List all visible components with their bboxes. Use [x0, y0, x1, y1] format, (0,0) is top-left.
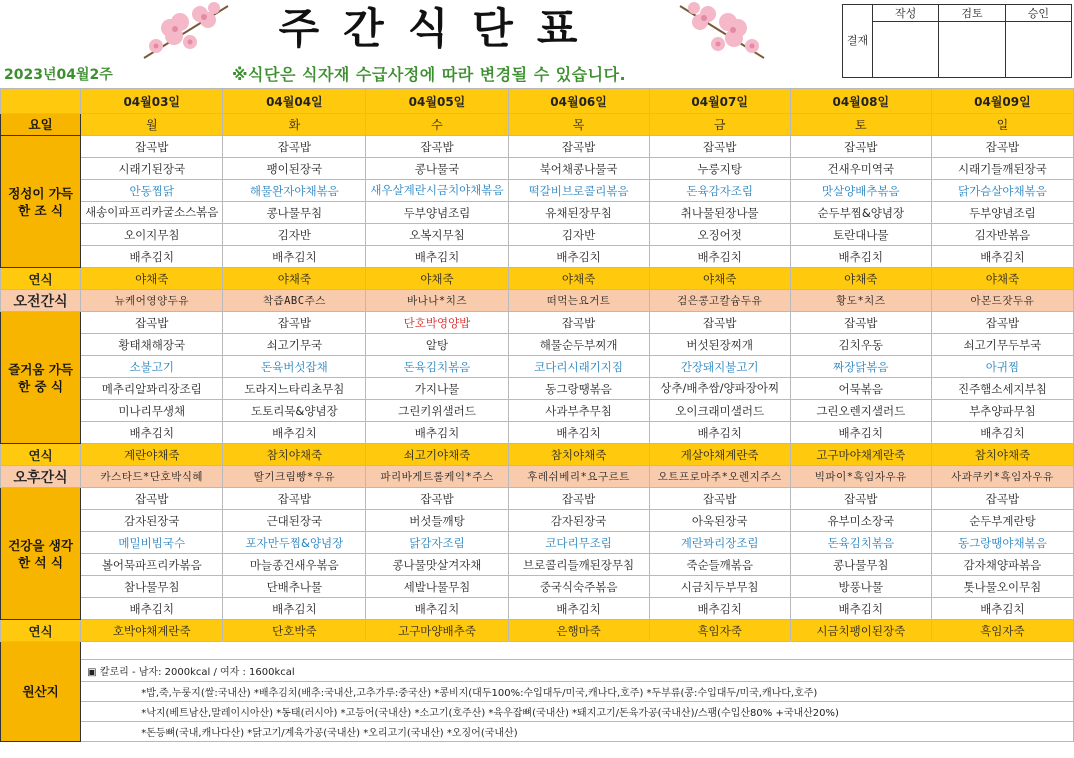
- origin-label: 원산지: [1, 642, 81, 742]
- date-cell: 04월03일: [81, 89, 223, 114]
- weekday-cell: 금: [649, 114, 790, 136]
- approval-sign-write[interactable]: [873, 22, 939, 78]
- lunch-row: [1, 378, 1074, 400]
- snack-cell: 빅파이*흑임자우유: [790, 466, 931, 488]
- dinner-dish: 근대된장국: [223, 510, 366, 532]
- origin-row: [1, 642, 1074, 660]
- dinner-porridge-row: [1, 620, 1074, 642]
- dinner-dish: 콩나물무침: [790, 554, 931, 576]
- lunch-dish: 사과부추무침: [508, 400, 649, 422]
- dinner-dish: 포자만두찜&양념장: [223, 532, 366, 554]
- lunch-row: [1, 400, 1074, 422]
- origin-line: *낙지(베트남산,말레이시아산) *동태(러시아) *고등어(국내산) *소고기(호주산) *육우잡뼈(국내산) *돼지고기/돈육가공(국내산)/스팸(수입산80% +국내산20%): [81, 702, 1074, 722]
- lunch-dish: 부추양파무침: [931, 400, 1073, 422]
- lunch-dish: 메추리알꽈리장조림: [81, 378, 223, 400]
- lunch-dish: 잡곡밥: [790, 312, 931, 334]
- porridge-cell: 야채죽: [366, 268, 508, 290]
- lunch-dish: 배추김치: [508, 422, 649, 444]
- dinner-dish: 순두부계란탕: [931, 510, 1073, 532]
- porridge-cell: 시금치팽이된장죽: [790, 620, 931, 642]
- breakfast-dish: 오복지무침: [366, 224, 508, 246]
- lunch-dish: 버섯된장찌개: [649, 334, 790, 356]
- approval-sign-approve[interactable]: [1005, 22, 1071, 78]
- dinner-dish: 참나물무침: [81, 576, 223, 598]
- dinner-label: 건강을 생각한 석 식: [1, 488, 81, 620]
- lunch-dish: 쇠고기무두부국: [931, 334, 1073, 356]
- lunch-dish: 알탕: [366, 334, 508, 356]
- breakfast-porridge-label: 연식: [1, 268, 81, 290]
- breakfast-dish: 배추김치: [508, 246, 649, 268]
- snack-cell: 아몬드잣두유: [931, 290, 1073, 312]
- origin-line: *밥,죽,누룽지(쌀:국내산) *배추김치(배추:국내산,고추가루:중국산) *콩비지(대두100%:수입대두/미국,캐나다,호주) *두부류(콩:수입대두/미국,캐나다,호주): [81, 682, 1074, 702]
- porridge-cell: 고구마양배추죽: [366, 620, 508, 642]
- breakfast-dish: 떡갈비브로콜리볶음: [508, 180, 649, 202]
- porridge-cell: 야채죽: [790, 268, 931, 290]
- dinner-dish: 잡곡밥: [508, 488, 649, 510]
- dinner-dish: 잡곡밥: [649, 488, 790, 510]
- breakfast-dish: 잡곡밥: [366, 136, 508, 158]
- lunch-dish: 배추김치: [649, 422, 790, 444]
- dinner-row: [1, 510, 1074, 532]
- weekday-cell: 월: [81, 114, 223, 136]
- lunch-dish: 어묵볶음: [790, 378, 931, 400]
- date-cell: 04월07일: [649, 89, 790, 114]
- page-title: 주간식단표: [278, 4, 602, 53]
- dinner-dish: 아욱된장국: [649, 510, 790, 532]
- snack-cell: 뉴케어영양두유: [81, 290, 223, 312]
- porridge-cell: 흑임자죽: [931, 620, 1073, 642]
- dinner-dish: 닭감자조림: [366, 532, 508, 554]
- breakfast-row: [1, 202, 1074, 224]
- porridge-cell: 흑임자죽: [649, 620, 790, 642]
- lunch-dish: 김치우동: [790, 334, 931, 356]
- approval-box: [842, 4, 1072, 78]
- approval-col-review: 검토: [939, 5, 1005, 22]
- lunch-dish: 가지나물: [366, 378, 508, 400]
- weekday-cell: 일: [931, 114, 1073, 136]
- origin-row: [1, 722, 1074, 742]
- snack-cell: 검은콩고칼슘두유: [649, 290, 790, 312]
- lunch-dish: 상추/배추쌈/양파장아찌: [649, 378, 790, 400]
- dinner-dish: 브로콜리들깨된장무침: [508, 554, 649, 576]
- breakfast-dish: 토란대나물: [790, 224, 931, 246]
- lunch-dish: 아귀찜: [931, 356, 1073, 378]
- breakfast-dish: 두부양념조림: [366, 202, 508, 224]
- dinner-dish: 감자채양파볶음: [931, 554, 1073, 576]
- lunch-dish: 배추김치: [366, 422, 508, 444]
- snack-cell: 사과쿠키*흑임자우유: [931, 466, 1073, 488]
- menu-table: [0, 88, 1074, 742]
- dinner-dish: 배추김치: [931, 598, 1073, 620]
- lunch-dish: 잡곡밥: [649, 312, 790, 334]
- snack-cell: 바나나*치즈: [366, 290, 508, 312]
- origin-row: [1, 702, 1074, 722]
- origin-line: *돈등뼈(국내,캐나다산) *닭고기/계육가공(국내산) *오리고기(국내산) *오징어(국내산): [81, 722, 1074, 742]
- date-row: [1, 89, 1074, 114]
- breakfast-dish: 새송이파프리카굴소스볶음: [81, 202, 223, 224]
- breakfast-row: [1, 136, 1074, 158]
- porridge-cell: 단호박죽: [223, 620, 366, 642]
- dinner-dish: 방풍나물: [790, 576, 931, 598]
- breakfast-dish: 안동찜닭: [81, 180, 223, 202]
- breakfast-label: 정성이 가득한 조 식: [1, 136, 81, 268]
- weekday-cell: 목: [508, 114, 649, 136]
- snack-cell: 파리바게트롤케익*주스: [366, 466, 508, 488]
- date-cell: 04월08일: [790, 89, 931, 114]
- weekday-row: [1, 114, 1074, 136]
- lunch-dish: 단호박영양밥: [366, 312, 508, 334]
- porridge-cell: 야채죽: [931, 268, 1073, 290]
- dinner-dish: 배추김치: [81, 598, 223, 620]
- lunch-dish: 도토리묵&양념장: [223, 400, 366, 422]
- dinner-dish: 배추김치: [366, 598, 508, 620]
- weekday-cell: 수: [366, 114, 508, 136]
- lunch-dish: 배추김치: [931, 422, 1073, 444]
- date-cell: 04월09일: [931, 89, 1073, 114]
- lunch-dish: 동그랑땡볶음: [508, 378, 649, 400]
- lunch-dish: 오이크래미샐러드: [649, 400, 790, 422]
- lunch-label: 즐거움 가득한 중 식: [1, 312, 81, 444]
- breakfast-dish: 배추김치: [366, 246, 508, 268]
- lunch-porridge-label: 연식: [1, 444, 81, 466]
- breakfast-dish: 돈육감자조림: [649, 180, 790, 202]
- lunch-dish: 잡곡밥: [931, 312, 1073, 334]
- porridge-cell: 야채죽: [649, 268, 790, 290]
- breakfast-dish: 해물완자야채볶음: [223, 180, 366, 202]
- porridge-cell: 호박야채계란죽: [81, 620, 223, 642]
- lunch-dish: 잡곡밥: [508, 312, 649, 334]
- lunch-dish: 소불고기: [81, 356, 223, 378]
- dinner-dish: 볼어묵파프리카볶음: [81, 554, 223, 576]
- snack-cell: 카스타드*단호박식혜: [81, 466, 223, 488]
- breakfast-dish: 시래기들깨된장국: [931, 158, 1073, 180]
- am-snack-label: 오전간식: [1, 290, 81, 312]
- dinner-row: [1, 576, 1074, 598]
- pm-snack-label: 오후간식: [1, 466, 81, 488]
- snack-cell: 딸기크림빵*우유: [223, 466, 366, 488]
- snack-cell: 황도*치즈: [790, 290, 931, 312]
- lunch-row: [1, 356, 1074, 378]
- lunch-dish: 배추김치: [223, 422, 366, 444]
- approval-label: 결재: [843, 5, 873, 78]
- origin-spacer: [81, 642, 1074, 660]
- dinner-dish: 잡곡밥: [366, 488, 508, 510]
- breakfast-dish: 배추김치: [790, 246, 931, 268]
- breakfast-dish: 김자반볶음: [931, 224, 1073, 246]
- lunch-dish: 잡곡밥: [81, 312, 223, 334]
- weekday-label: 요일: [1, 114, 81, 136]
- breakfast-dish: 맛살양배추볶음: [790, 180, 931, 202]
- dinner-row: [1, 598, 1074, 620]
- dinner-dish: 시금치두부무침: [649, 576, 790, 598]
- dinner-dish: 버섯들깨탕: [366, 510, 508, 532]
- lunch-dish: 그린키위샐러드: [366, 400, 508, 422]
- breakfast-dish: 잡곡밥: [790, 136, 931, 158]
- approval-col-approve: 승인: [1005, 5, 1071, 22]
- dinner-dish: 톳나물오이무침: [931, 576, 1073, 598]
- dinner-dish: 마늘종건새우볶음: [223, 554, 366, 576]
- breakfast-dish: 팽이된장국: [223, 158, 366, 180]
- breakfast-dish: 잡곡밥: [649, 136, 790, 158]
- weekday-cell: 토: [790, 114, 931, 136]
- dinner-row: [1, 532, 1074, 554]
- dinner-dish: 단배추나물: [223, 576, 366, 598]
- am-snack-row: [1, 290, 1074, 312]
- lunch-dish: 돈육버섯잡채: [223, 356, 366, 378]
- breakfast-dish: 콩나물무침: [223, 202, 366, 224]
- date-cell: 04월04일: [223, 89, 366, 114]
- dinner-dish: 유부미소장국: [790, 510, 931, 532]
- dinner-dish: 배추김치: [790, 598, 931, 620]
- lunch-row: [1, 334, 1074, 356]
- breakfast-dish: 닭가슴살야채볶음: [931, 180, 1073, 202]
- breakfast-dish: 시래기된장국: [81, 158, 223, 180]
- header: [0, 0, 1074, 88]
- dinner-dish: 배추김치: [223, 598, 366, 620]
- breakfast-dish: 김자반: [223, 224, 366, 246]
- dinner-dish: 감자된장국: [81, 510, 223, 532]
- lunch-porridge-row: [1, 444, 1074, 466]
- lunch-dish: 돈육김치볶음: [366, 356, 508, 378]
- lunch-row: [1, 312, 1074, 334]
- dinner-dish: 배추김치: [508, 598, 649, 620]
- lunch-dish: 짜장닭볶음: [790, 356, 931, 378]
- dinner-dish: 잡곡밥: [81, 488, 223, 510]
- dinner-dish: 감자된장국: [508, 510, 649, 532]
- porridge-cell: 계란야채죽: [81, 444, 223, 466]
- dinner-dish: 중국식숙주볶음: [508, 576, 649, 598]
- date-cell: 04월06일: [508, 89, 649, 114]
- porridge-cell: 고구마야채계란죽: [790, 444, 931, 466]
- pm-snack-row: [1, 466, 1074, 488]
- breakfast-dish: 건새우미역국: [790, 158, 931, 180]
- breakfast-dish: 북어채콩나물국: [508, 158, 649, 180]
- dinner-dish: 코다리무조림: [508, 532, 649, 554]
- breakfast-dish: 배추김치: [81, 246, 223, 268]
- dinner-dish: 죽순들깨볶음: [649, 554, 790, 576]
- lunch-dish: 배추김치: [790, 422, 931, 444]
- breakfast-dish: 배추김치: [649, 246, 790, 268]
- porridge-cell: 게살야채계란죽: [649, 444, 790, 466]
- dinner-dish: 계란꽈리장조림: [649, 532, 790, 554]
- porridge-cell: 참치야채죽: [931, 444, 1073, 466]
- porridge-cell: 은행마죽: [508, 620, 649, 642]
- date-cell: 04월05일: [366, 89, 508, 114]
- breakfast-row: [1, 246, 1074, 268]
- breakfast-dish: 오이지무침: [81, 224, 223, 246]
- breakfast-row: [1, 158, 1074, 180]
- dinner-dish: 잡곡밥: [790, 488, 931, 510]
- dinner-dish: 콩나물맛살겨자채: [366, 554, 508, 576]
- breakfast-row: [1, 224, 1074, 246]
- origin-row: [1, 682, 1074, 702]
- origin-row: [1, 660, 1074, 682]
- dinner-dish: 배추김치: [649, 598, 790, 620]
- breakfast-row: [1, 180, 1074, 202]
- weekday-cell: 화: [223, 114, 366, 136]
- breakfast-dish: 유채된장무침: [508, 202, 649, 224]
- approval-col-write: 작성: [873, 5, 939, 22]
- breakfast-dish: 배추김치: [223, 246, 366, 268]
- cherry-blossom-icon: [140, 0, 232, 64]
- corner-cell: [1, 89, 81, 114]
- breakfast-dish: 잡곡밥: [931, 136, 1073, 158]
- lunch-dish: 쇠고기무국: [223, 334, 366, 356]
- week-label: 2023년04월2주: [4, 67, 113, 83]
- lunch-dish: 간장돼지불고기: [649, 356, 790, 378]
- porridge-cell: 야채죽: [223, 268, 366, 290]
- dinner-dish: 메밀비빔국수: [81, 532, 223, 554]
- breakfast-dish: 잡곡밥: [81, 136, 223, 158]
- lunch-dish: 도라지느타리초무침: [223, 378, 366, 400]
- breakfast-dish: 두부양념조림: [931, 202, 1073, 224]
- breakfast-dish: 오징어젓: [649, 224, 790, 246]
- breakfast-dish: 잡곡밥: [508, 136, 649, 158]
- lunch-dish: 코다리시래기지짐: [508, 356, 649, 378]
- breakfast-dish: 콩나물국: [366, 158, 508, 180]
- lunch-dish: 잡곡밥: [223, 312, 366, 334]
- dinner-dish: 동그랑땡야채볶음: [931, 532, 1073, 554]
- lunch-dish: 진주햄소세지부침: [931, 378, 1073, 400]
- breakfast-dish: 취나물된장나물: [649, 202, 790, 224]
- snack-cell: 후레쉬베리*요구르트: [508, 466, 649, 488]
- lunch-dish: 황태채해장국: [81, 334, 223, 356]
- porridge-cell: 쇠고기야채죽: [366, 444, 508, 466]
- porridge-cell: 참치야채죽: [223, 444, 366, 466]
- breakfast-dish: 김자반: [508, 224, 649, 246]
- snack-cell: 착즙ABC주스: [223, 290, 366, 312]
- porridge-cell: 참치야채죽: [508, 444, 649, 466]
- breakfast-dish: 새우살계란시금치야채볶음: [366, 180, 508, 202]
- dinner-dish: 돈육김치볶음: [790, 532, 931, 554]
- breakfast-dish: 배추김치: [931, 246, 1073, 268]
- dinner-dish: 잡곡밥: [931, 488, 1073, 510]
- breakfast-dish: 누룽지탕: [649, 158, 790, 180]
- breakfast-dish: 잡곡밥: [223, 136, 366, 158]
- dinner-porridge-label: 연식: [1, 620, 81, 642]
- lunch-row: [1, 422, 1074, 444]
- dinner-row: [1, 554, 1074, 576]
- lunch-dish: 배추김치: [81, 422, 223, 444]
- porridge-cell: 야채죽: [508, 268, 649, 290]
- dinner-dish: 잡곡밥: [223, 488, 366, 510]
- breakfast-dish: 순두부찜&양념장: [790, 202, 931, 224]
- dinner-dish: 세발나물무침: [366, 576, 508, 598]
- snack-cell: 떠먹는요거트: [508, 290, 649, 312]
- approval-sign-review[interactable]: [939, 22, 1005, 78]
- notice-text: ※식단은 식자재 수급사정에 따라 변경될 수 있습니다.: [232, 65, 627, 84]
- dinner-row: [1, 488, 1074, 510]
- lunch-dish: 미나리무생채: [81, 400, 223, 422]
- cherry-blossom-icon: [676, 0, 768, 64]
- porridge-cell: 야채죽: [81, 268, 223, 290]
- snack-cell: 오트프로마주*오렌지주스: [649, 466, 790, 488]
- calorie-info: ▣ 칼로리 - 남자: 2000kcal / 여자 : 1600kcal: [81, 660, 1074, 682]
- lunch-dish: 그린오렌지샐러드: [790, 400, 931, 422]
- breakfast-porridge-row: [1, 268, 1074, 290]
- lunch-dish: 해물순두부찌개: [508, 334, 649, 356]
